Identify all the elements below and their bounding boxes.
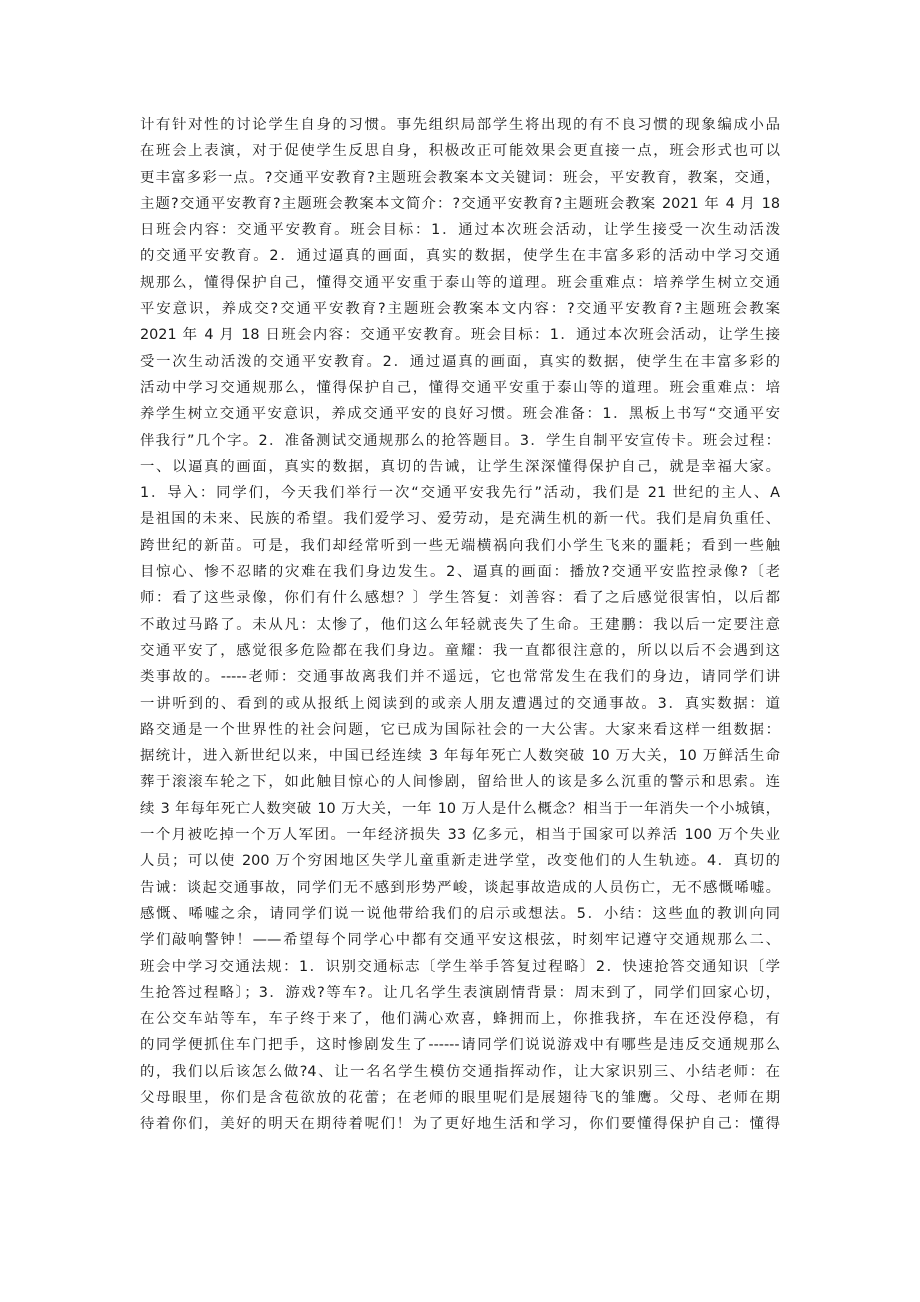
text-line: 据统计，进入新世纪以来，中国已经连续 3 年每年死亡人数突破 10 万大关，10 万鲜活生命: [140, 748, 780, 765]
text-line: 计有针对性的讨论学生自身的习惯。事先组织局部学生将出现的有不良习惯的现象编成小品: [140, 117, 780, 133]
text-line: 日班会内容：交通平安教育。班会目标：1．通过本次班会活动，让学生接受一次生动活泼: [140, 222, 780, 239]
text-line: 待着你们，美好的明天在期待着呢们！为了更好地生活和学习，你们要懂得保护自己：懂得: [140, 1116, 780, 1133]
text-line: 一讲听到的、看到的或从报纸上阅读到的或亲人朋友遭遇过的交通事故。3．真实数据：道: [140, 695, 780, 712]
text-line: 学们敲响警钟！——希望每个同学心中都有交通平安这根弦，时刻牢记遵守交通规那么二、: [140, 932, 780, 949]
text-line: 在班会上表演，对于促使学生反思自身，积极改正可能效果会更直接一点，班会形式也可以: [140, 143, 780, 160]
text-line: 跨世纪的新苗。可是，我们却经常听到一些无端横祸向我们小学生飞来的噩耗；看到一些触: [140, 537, 780, 554]
text-line: 伴我行”几个字。2．准备测试交通规那么的抢答题目。3．学生自制平安宣传卡。班会过程：: [140, 432, 780, 449]
text-line: 续 3 年每年死亡人数突破 10 万大关，一年 10 万人是什么概念？相当于一年消失一个小城镇，: [140, 800, 780, 817]
text-line: 主题?交通平安教育?主题班会教案本文简介：?交通平安教育?主题班会教案 2021 年 4 月 18: [140, 195, 780, 212]
text-line: 活动中学习交通规那么，懂得保护自己，懂得交通平安重于泰山等的道理。班会重难点：培: [140, 379, 780, 396]
text-line: 班会中学习交通法规：1．识别交通标志〔学生举手答复过程略〕2．快速抢答交通知识〔学: [140, 958, 780, 975]
text-line: 的，我们以后该怎么做?4、让一名名学生模仿交通指挥动作，让大家识别三、小结老师：在: [140, 1063, 780, 1080]
text-line: 是祖国的未来、民族的希望。我们爱学习、爱劳动，是充满生机的新一代。我们是肩负重任、: [140, 511, 780, 528]
text-line: 平安意识，养成交?交通平安教育?主题班会教案本文内容：?交通平安教育?主题班会教案: [140, 301, 780, 318]
text-line: 师：看了这些录像，你们有什么感想？〕学生答复：刘善容：看了之后感觉很害怕，以后都: [140, 590, 780, 607]
text-line: 一、以逼真的画面，真实的数据，真切的告诫，让学生深深懂得保护自己，就是幸福大家。: [140, 458, 780, 475]
text-line: 一个月被吃掉一个万人军团。一年经济损失 33 亿多元，相当于国家可以养活 100 万个失业: [140, 827, 780, 844]
text-line: 养学生树立交通平安意识，养成交通平安的良好习惯。班会准备：1．黑板上书写“交通平安: [140, 406, 780, 423]
text-line: 的交通平安教育。2．通过逼真的画面，真实的数据，使学生在丰富多彩的活动中学习交通: [140, 248, 780, 265]
text-line: 父母眼里，你们是含苞欲放的花蕾；在老师的眼里呢们是展翅待飞的雏鹰。父母、老师在期: [140, 1089, 780, 1106]
text-line: 规那么，懂得保护自己，懂得交通平安重于泰山等的道理。班会重难点：培养学生树立交通: [140, 274, 780, 291]
text-line: 人员；可以使 200 万个穷困地区失学儿童重新走进学堂，改变他们的人生轨迹。4．真切的: [140, 853, 780, 870]
text-line: 更丰富多彩一点。?交通平安教育?主题班会教案本文关键词：班会，平安教育，教案，交通，: [140, 169, 780, 186]
text-line: 受一次生动活泼的交通平安教育。2．通过逼真的画面，真实的数据，使学生在丰富多彩的: [140, 353, 780, 370]
text-line: 2021 年 4 月 18 日班会内容：交通平安教育。班会目标：1．通过本次班会活动，让学生接: [140, 327, 780, 344]
text-line: 目惊心、惨不忍睹的灾难在我们身边发生。2、逼真的画面：播放?交通平安监控录像?〔老: [140, 564, 780, 581]
text-line: 类事故的。-----老师：交通事故离我们并不遥远，它也常常发生在我们的身边，请同学们讲: [140, 669, 780, 686]
text-line: 1．导入：同学们，今天我们举行一次“交通平安我先行”活动，我们是 21 世纪的主人、A: [140, 485, 780, 502]
text-line: 路交通是一个世界性的社会问题，它已成为国际社会的一大公害。大家来看这样一组数据：: [140, 721, 780, 738]
text-line: 的同学便抓住车门把手，这时惨剧发生了------请同学们说说游戏中有哪些是违反交通规那么: [140, 1037, 780, 1054]
text-line: 交通平安了，感觉很多危险都在我们身边。童耀：我一直都很注意的，所以以后不会遇到这: [140, 642, 780, 659]
text-line: 感慨、唏嘘之余，请同学们说一说他带给我们的启示或想法。5．小结：这些血的教训向同: [140, 905, 780, 922]
text-line: 生抢答过程略〕；3．游戏?等车?。让几名学生表演剧情背景：周末到了，同学们回家心切，: [140, 984, 780, 1001]
document-body: [140, 112, 780, 1138]
text-line: 葬于滚滚车轮之下，如此触目惊心的人间惨剧，留给世人的该是多么沉重的警示和思索。连: [140, 774, 780, 791]
text-line: 不敢过马路了。未从凡：太惨了，他们这么年轻就丧失了生命。王建鹏：我以后一定要注意: [140, 616, 780, 633]
text-line: 告诫：谈起交通事故，同学们无不感到形势严峻，谈起事故造成的人员伤亡，无不感慨唏嘘。: [140, 879, 780, 896]
text-line: 在公交车站等车，车子终于来了，他们满心欢喜，蜂拥而上，你推我挤，车在还没停稳，有: [140, 1011, 780, 1028]
